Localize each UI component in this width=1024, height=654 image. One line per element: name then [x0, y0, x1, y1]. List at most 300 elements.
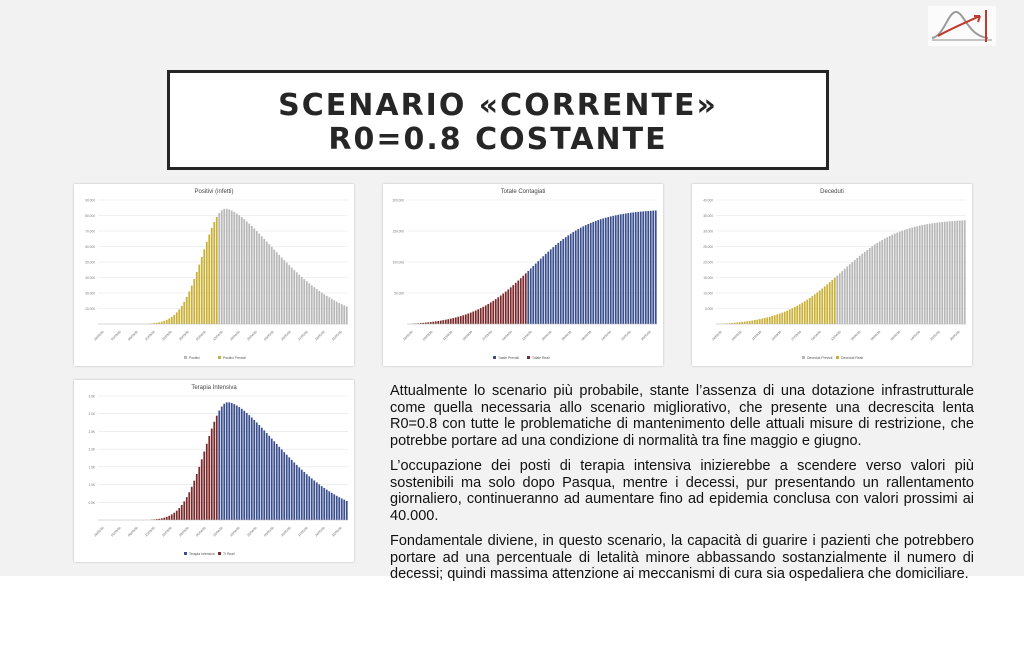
bar	[470, 313, 472, 324]
bar	[181, 505, 183, 520]
x-tick-label: 22/05/20	[620, 329, 632, 342]
bar	[625, 213, 627, 324]
bar	[635, 212, 637, 324]
x-tick-label: 12/04/20	[830, 329, 842, 342]
bar	[221, 210, 223, 324]
bar	[492, 301, 494, 324]
bar	[241, 217, 243, 324]
x-tick-label: 08/03/20	[127, 329, 139, 342]
bar	[316, 289, 318, 324]
bar	[527, 271, 529, 324]
bar	[276, 252, 278, 324]
y-tick-label: 50.000	[85, 260, 95, 265]
y-tick-label: 10.000	[703, 291, 713, 296]
bar	[517, 281, 519, 324]
bar	[906, 229, 908, 324]
bar	[203, 249, 205, 324]
bar	[268, 244, 270, 324]
bar	[774, 315, 776, 324]
y-tick-label: 1.5K	[88, 465, 95, 470]
bar	[338, 497, 340, 520]
bar	[296, 272, 298, 324]
bar	[645, 211, 647, 324]
bar	[565, 237, 567, 324]
bar	[236, 213, 238, 324]
bar	[193, 279, 195, 324]
bar	[191, 487, 193, 520]
x-tick-label: 31/05/20	[331, 329, 343, 342]
bar	[223, 209, 225, 324]
x-tick-label: 30/05/20	[640, 329, 652, 342]
bar	[437, 321, 439, 324]
bar	[253, 420, 255, 520]
y-tick-label: 35.000	[703, 214, 713, 218]
bar	[741, 322, 743, 324]
bar	[293, 270, 295, 324]
bar	[278, 447, 280, 520]
bar	[188, 292, 190, 324]
bar	[306, 281, 308, 324]
bar	[572, 232, 574, 324]
bar	[901, 231, 903, 324]
bar	[595, 221, 597, 324]
bar	[894, 234, 896, 324]
x-tick-label: 19/03/20	[461, 329, 474, 342]
bar	[926, 224, 928, 324]
bar	[256, 422, 258, 520]
bar	[844, 269, 846, 324]
bar	[946, 222, 948, 324]
y-tick-label: 50.000	[394, 291, 404, 296]
bar	[804, 301, 806, 324]
x-tick-label: 22/03/20	[161, 329, 173, 342]
bar	[455, 317, 457, 324]
bar	[326, 490, 328, 520]
x-tick-label: 12/04/20	[521, 329, 533, 342]
x-tick-label: 11/03/20	[441, 329, 454, 342]
bar	[640, 212, 642, 324]
bar	[520, 278, 522, 324]
legend-swatch	[218, 356, 221, 359]
x-tick-label: 27/03/20	[481, 329, 494, 342]
bar	[542, 256, 544, 324]
bar	[178, 309, 180, 324]
x-tick-label: 26/04/20	[246, 329, 258, 342]
bar	[615, 215, 617, 324]
bar	[208, 436, 210, 520]
bar	[213, 222, 215, 324]
x-tick-label: 28/04/20	[869, 329, 882, 342]
x-tick-label: 28/04/20	[560, 329, 573, 342]
bar	[911, 228, 913, 324]
legend-swatch	[493, 356, 496, 359]
bar	[271, 439, 273, 520]
bar	[198, 467, 200, 520]
bar	[442, 320, 444, 324]
bar	[919, 226, 921, 324]
bar	[296, 465, 298, 520]
legend-label: Terapia Intensiva	[189, 552, 215, 556]
bar	[203, 452, 205, 520]
bar	[502, 294, 504, 324]
legend-label: Positivi Previsti	[223, 356, 246, 360]
bar	[238, 407, 240, 520]
bar	[532, 266, 534, 324]
bar	[846, 267, 848, 324]
bar	[859, 256, 861, 324]
bar	[789, 309, 791, 324]
bar	[308, 476, 310, 520]
bar	[268, 436, 270, 520]
legend-swatch	[184, 356, 187, 359]
bar	[293, 462, 295, 520]
bar	[328, 491, 330, 520]
bar	[328, 297, 330, 324]
bar	[884, 239, 886, 324]
y-tick-label: 90.000	[85, 198, 95, 203]
x-tick-label: 11/03/20	[750, 329, 763, 342]
y-tick-label: 3.5K	[88, 394, 95, 399]
y-tick-label: 5.000	[705, 307, 713, 311]
bar	[841, 271, 843, 324]
bar	[452, 318, 454, 324]
bar	[562, 239, 564, 324]
bar	[308, 283, 310, 324]
epidemic-curve-logo-icon	[928, 6, 996, 46]
bar	[256, 231, 258, 324]
legend-swatch	[184, 552, 187, 555]
y-tick-label: 70.000	[85, 229, 95, 234]
chart-title: Deceduti	[820, 189, 844, 195]
bar	[809, 298, 811, 324]
bar	[821, 288, 823, 324]
bar	[266, 242, 268, 324]
bar	[647, 211, 649, 324]
x-tick-label: 05/04/20	[195, 525, 207, 538]
chart-totale-contagiati	[383, 184, 663, 366]
bar	[874, 245, 876, 324]
bar	[201, 459, 203, 520]
bar	[851, 262, 853, 324]
bar	[228, 402, 230, 520]
x-tick-label: 10/05/20	[280, 525, 292, 538]
bar	[766, 317, 768, 324]
bar	[791, 308, 793, 324]
bar	[281, 449, 283, 520]
bar	[814, 294, 816, 324]
bar	[816, 292, 818, 324]
y-tick-label: 30.000	[703, 229, 713, 234]
y-tick-label: 1.0K	[88, 483, 95, 488]
bar	[512, 285, 514, 324]
bar	[457, 317, 459, 324]
bar	[218, 213, 220, 324]
bar	[338, 303, 340, 324]
bar	[298, 467, 300, 520]
bar	[801, 303, 803, 324]
y-tick-label: 80.000	[85, 214, 95, 218]
bar	[490, 302, 492, 324]
bar	[585, 225, 587, 324]
bar	[507, 289, 509, 324]
bar	[497, 297, 499, 324]
chart-deceduti	[692, 184, 972, 366]
bar	[281, 258, 283, 324]
bar	[301, 470, 303, 520]
legend-label: Deceduti Previsti	[807, 356, 833, 360]
bar	[216, 217, 218, 324]
bar	[213, 422, 215, 520]
bar	[333, 300, 335, 324]
page-title-line-2: R0=0.8 COSTANTE	[328, 122, 668, 157]
bar	[211, 429, 213, 520]
bar	[243, 411, 245, 520]
bar	[228, 210, 230, 324]
bar	[183, 501, 185, 520]
bar	[261, 236, 263, 324]
bar	[861, 254, 863, 324]
bar	[610, 216, 612, 324]
chart-title: Positivi (infetti)	[194, 189, 234, 195]
legend-swatch	[836, 356, 839, 359]
bar	[191, 286, 193, 324]
bar	[849, 264, 851, 324]
bar	[784, 312, 786, 324]
bar	[236, 405, 238, 520]
bar	[432, 322, 434, 324]
bar	[796, 306, 798, 324]
bar	[161, 322, 163, 324]
bar	[592, 222, 594, 324]
bar	[602, 218, 604, 324]
bar	[321, 486, 323, 520]
bar	[866, 250, 868, 324]
x-tick-label: 04/04/20	[501, 329, 513, 342]
bar	[258, 425, 260, 520]
x-tick-label: 19/03/20	[770, 329, 783, 342]
bar	[251, 417, 253, 520]
bar	[323, 488, 325, 520]
bar	[607, 217, 609, 324]
legend-label: Totale Previsti	[498, 356, 520, 360]
bar	[876, 243, 878, 324]
bar	[495, 299, 497, 324]
bar	[617, 215, 619, 324]
bar	[751, 321, 753, 324]
bar	[597, 220, 599, 324]
bar	[829, 282, 831, 324]
bar	[313, 287, 315, 324]
bar	[206, 444, 208, 520]
bar	[956, 221, 958, 324]
legend-swatch	[802, 356, 805, 359]
bar	[178, 508, 180, 520]
x-tick-label: 15/03/20	[144, 329, 156, 342]
bar	[465, 314, 467, 324]
x-tick-label: 14/05/20	[909, 329, 922, 342]
bar	[570, 234, 572, 324]
bar	[261, 428, 263, 520]
bar	[176, 312, 178, 324]
bar	[582, 226, 584, 324]
x-tick-label: 24/02/20	[93, 525, 105, 538]
x-tick-label: 19/04/20	[229, 329, 241, 342]
y-tick-label: 0.5K	[88, 500, 95, 505]
bar	[166, 320, 168, 324]
bar	[231, 211, 233, 324]
bar	[276, 444, 278, 520]
x-tick-label: 12/04/20	[212, 329, 224, 342]
bar	[241, 409, 243, 520]
bar	[642, 211, 644, 324]
bar	[311, 285, 313, 324]
bar	[226, 402, 228, 520]
bar	[301, 277, 303, 324]
bar	[632, 212, 634, 324]
bar	[580, 228, 582, 324]
bar	[871, 246, 873, 324]
bar	[226, 209, 228, 324]
bar	[233, 404, 235, 520]
bar	[934, 223, 936, 324]
y-tick-label: 20.000	[703, 260, 713, 265]
x-tick-label: 03/03/20	[421, 329, 434, 342]
bar	[326, 296, 328, 324]
bar	[515, 283, 517, 324]
bar	[487, 304, 489, 324]
bar	[879, 241, 881, 324]
x-tick-label: 30/05/20	[949, 329, 961, 342]
bar	[771, 316, 773, 324]
bar	[266, 433, 268, 520]
bar	[889, 236, 891, 324]
chart-svg	[692, 184, 972, 366]
x-tick-label: 22/05/20	[929, 329, 941, 342]
legend-swatch	[527, 356, 530, 359]
bar	[794, 307, 796, 324]
bar	[856, 258, 858, 324]
x-tick-label: 24/02/20	[402, 329, 414, 342]
x-tick-label: 06/05/20	[889, 329, 902, 342]
bar	[904, 230, 906, 324]
paragraph-3: Fondamentale diviene, in questo scenario, la capacità di guarire i pazienti che potrebbero portare ad una percentuale di letalità minore abbassando sostanzialmente il numero di decessi; quindi massima attenzione ai meccanismi di cura sia ospedaliera che domiciliare.	[390, 533, 974, 582]
bar	[271, 247, 273, 324]
bar	[331, 299, 333, 324]
bar	[163, 518, 165, 520]
bar	[273, 250, 275, 324]
bar	[318, 291, 320, 324]
bar	[869, 248, 871, 324]
x-tick-label: 27/03/20	[790, 329, 803, 342]
bar	[198, 265, 200, 324]
y-tick-label: 20.000	[85, 307, 95, 311]
bar	[951, 221, 953, 324]
chart-svg	[383, 184, 663, 366]
y-tick-label: 15.000	[703, 276, 713, 280]
bar	[341, 304, 343, 324]
bar	[622, 214, 624, 324]
title-box	[167, 70, 829, 170]
chart-title: Totale Contagiati	[500, 189, 546, 195]
bar	[171, 514, 173, 520]
bar	[627, 213, 629, 324]
bar	[291, 268, 293, 324]
bar	[472, 312, 474, 324]
bar	[929, 224, 931, 324]
bar	[485, 305, 487, 324]
x-tick-label: 12/04/20	[212, 525, 224, 538]
bar	[575, 231, 577, 324]
bar	[186, 497, 188, 520]
bar	[246, 413, 248, 520]
y-tick-label: 150.000	[392, 229, 404, 234]
bar	[206, 242, 208, 324]
bar	[306, 474, 308, 520]
bar	[246, 221, 248, 324]
bar	[173, 315, 175, 324]
bar	[440, 321, 442, 324]
bar	[482, 307, 484, 324]
bar	[243, 219, 245, 324]
bar	[537, 261, 539, 324]
bar	[462, 315, 464, 324]
bar	[630, 213, 632, 324]
chart-svg	[74, 380, 354, 562]
bar	[744, 322, 746, 324]
bar	[896, 233, 898, 324]
bar	[346, 501, 348, 520]
bar	[186, 297, 188, 324]
x-tick-label: 03/03/20	[730, 329, 743, 342]
bar	[183, 302, 185, 324]
chart-terapia-intensiva	[74, 380, 354, 562]
bar	[288, 265, 290, 324]
bar	[754, 320, 756, 324]
bar	[258, 234, 260, 324]
x-tick-label: 29/03/20	[178, 329, 190, 342]
x-tick-label: 06/05/20	[580, 329, 593, 342]
x-tick-label: 24/02/20	[93, 329, 105, 342]
bar	[218, 411, 220, 520]
bar	[769, 317, 771, 324]
bar	[936, 223, 938, 324]
bar	[577, 229, 579, 324]
bar	[961, 220, 963, 324]
bar	[283, 452, 285, 520]
bar	[806, 300, 808, 324]
bar	[839, 273, 841, 324]
page-title-line-1: SCENARIO «CORRENTE»	[278, 88, 718, 123]
bar	[303, 472, 305, 520]
chart-svg	[74, 184, 354, 366]
bar	[931, 223, 933, 324]
x-tick-label: 20/04/20	[849, 329, 862, 342]
bar	[552, 247, 554, 324]
bar	[288, 457, 290, 520]
x-tick-label: 15/03/20	[144, 525, 156, 538]
bar	[221, 406, 223, 520]
bar	[655, 210, 657, 324]
bar	[652, 211, 654, 324]
legend-swatch	[218, 552, 221, 555]
bar	[746, 321, 748, 324]
bar	[171, 317, 173, 324]
x-tick-label: 04/04/20	[810, 329, 822, 342]
bar	[253, 228, 255, 324]
bar	[447, 319, 449, 324]
x-tick-label: 03/05/20	[263, 525, 275, 538]
bar	[921, 225, 923, 324]
